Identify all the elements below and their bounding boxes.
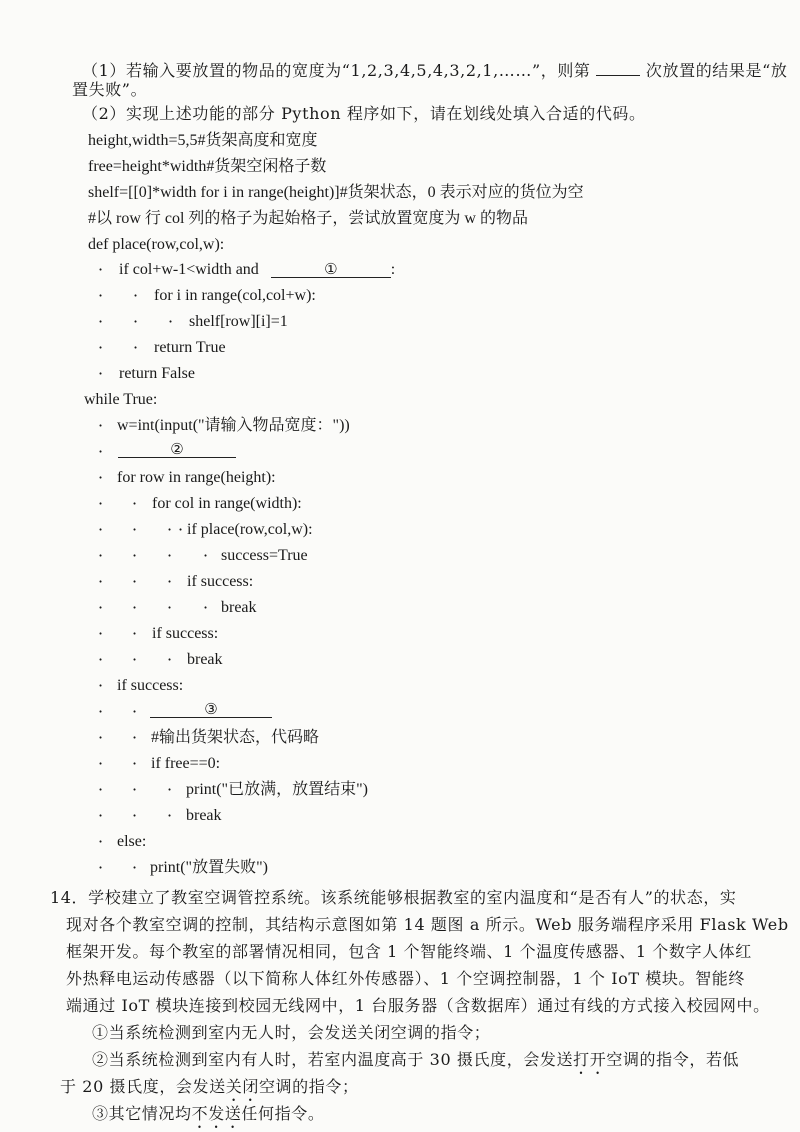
requirement-2-cont-text-a: 于 20 摄氏度，会发送 <box>60 1077 226 1096</box>
question-14-line-3: 框架开发。每个教室的部署情况相同，包含 1 个智能终端、1 个温度传感器、1 个数字人体红 <box>66 942 752 961</box>
requirement-2-text-b: 空调的指令，若低 <box>606 1050 740 1069</box>
indent-dot: · <box>98 572 104 591</box>
code-line-9: return True <box>154 339 226 356</box>
question-14-line-2: 现对各个教室空调的控制，其结构示意图如第 14 题图 a 所示。Web 服务端程序采用 Flask Web <box>66 915 789 934</box>
requirement-2 <box>92 1049 739 1078</box>
indent-dot: · <box>98 442 104 461</box>
indent-dot: · <box>98 416 104 435</box>
indent-dot: · <box>132 494 138 513</box>
code-line-23 <box>150 699 272 721</box>
code-line-3: shelf=[[0]*width for i in range(height)]#货架状态，0 表示对应的货位为空 <box>88 184 584 201</box>
code-line-18: if success: <box>187 573 254 590</box>
indent-dot: · <box>132 728 138 747</box>
code-line-26: print("已放满，放置结束") <box>186 781 368 798</box>
code-line-2: free=height*width#货架空闲格子数 <box>88 158 327 175</box>
code-line-6-text: if col+w-1<width and <box>119 261 259 278</box>
indent-dot: · <box>132 624 138 643</box>
indent-dot: · <box>132 702 138 721</box>
indent-dot: · <box>98 312 104 331</box>
blank-3-marker: ③ <box>204 700 218 718</box>
requirement-2-text-a: ②当系统检测到室内有人时，若室内温度高于 30 摄氏度，会发送 <box>92 1050 574 1069</box>
code-line-20: if success: <box>152 625 219 642</box>
indent-dot: · <box>132 806 138 825</box>
question-1-line-1 <box>82 57 788 82</box>
indent-dot: · <box>98 598 104 617</box>
indent-dot: · <box>167 546 173 565</box>
indent-dot: · <box>98 624 104 643</box>
code-line-22: if success: <box>117 677 184 694</box>
requirement-3 <box>92 1103 324 1132</box>
code-line-15: for col in range(width): <box>152 495 302 512</box>
indent-dot: · <box>168 312 174 331</box>
code-line-12: w=int(input("请输入物品宽度：")) <box>117 417 350 434</box>
code-line-8: shelf[row][i]=1 <box>189 313 288 330</box>
blank-1-marker: ① <box>324 260 338 278</box>
indent-dot: · <box>178 520 184 539</box>
indent-dot: · <box>133 286 139 305</box>
question-14-line-4: 外热释电运动传感器（以下简称人体红外传感器）、1 个空调控制器，1 个 IoT 模块。智能终 <box>66 969 745 988</box>
indent-dot: · <box>132 858 138 877</box>
question-2-intro: （2）实现上述功能的部分 Python 程序如下，请在划线处填入合适的代码。 <box>82 104 646 123</box>
code-line-14: for row in range(height): <box>117 469 276 486</box>
code-line-6-colon: : <box>390 261 396 278</box>
indent-dot: · <box>98 338 104 357</box>
code-line-4: #以 row 行 col 列的格子为起始格子，尝试放置宽度为 w 的物品 <box>88 210 528 227</box>
code-line-16: if place(row,col,w): <box>187 521 313 538</box>
indent-dot: · <box>133 338 139 357</box>
indent-dot: · <box>98 780 104 799</box>
indent-dot: · <box>98 754 104 773</box>
code-line-11: while True: <box>84 391 158 408</box>
answer-blank-attempt-number[interactable] <box>596 57 640 76</box>
code-line-27: break <box>186 807 222 824</box>
requirement-3-text-a: ③其它情况均 <box>92 1104 192 1123</box>
question-1-line-2: 置失败”。 <box>72 80 148 99</box>
emphasis-close: 关闭 <box>225 1077 259 1096</box>
code-line-21: break <box>187 651 223 668</box>
blank-2-marker: ② <box>170 440 184 458</box>
indent-dot: · <box>167 520 173 539</box>
indent-dot: · <box>98 702 104 721</box>
indent-dot: · <box>203 598 209 617</box>
code-line-5: def place(row,col,w): <box>88 236 225 253</box>
indent-dot: · <box>98 260 104 279</box>
code-line-24: #输出货架状态，代码略 <box>151 729 320 746</box>
code-line-17: success=True <box>221 547 308 564</box>
indent-dot: · <box>167 572 173 591</box>
indent-dot: · <box>167 598 173 617</box>
indent-dot: · <box>167 780 173 799</box>
indent-dot: · <box>132 598 138 617</box>
indent-dot: · <box>98 494 104 513</box>
indent-dot: · <box>98 364 104 383</box>
indent-dot: · <box>132 572 138 591</box>
code-line-6 <box>119 259 395 281</box>
answer-blank-1[interactable] <box>271 259 391 278</box>
code-line-29: print("放置失败") <box>150 859 268 876</box>
indent-dot: · <box>98 728 104 747</box>
indent-dot: · <box>132 650 138 669</box>
code-line-10: return False <box>119 365 195 382</box>
code-line-13 <box>118 439 236 461</box>
code-line-19: break <box>221 599 257 616</box>
requirement-1: ①当系统检测到室内无人时，会发送关闭空调的指令； <box>92 1023 491 1042</box>
indent-dot: · <box>98 520 104 539</box>
code-line-28: else: <box>117 833 147 850</box>
indent-dot: · <box>167 806 173 825</box>
indent-dot: · <box>167 650 173 669</box>
code-line-1: height,width=5,5#货架高度和宽度 <box>88 132 318 149</box>
indent-dot: · <box>98 858 104 877</box>
requirement-2-cont <box>60 1076 359 1105</box>
indent-dot: · <box>98 832 104 851</box>
indent-dot: · <box>98 286 104 305</box>
question-14-line-5: 端通过 IoT 模块连接到校园无线网中，1 台服务器（含数据库）通过有线的方式接入校园网中。 <box>66 996 770 1015</box>
indent-dot: · <box>98 676 104 695</box>
question-1-text-a: （1）若输入要放置的物品的宽度为“1,2,3,4,5,4,3,2,1,……”，则第 <box>82 61 591 80</box>
requirement-3-text-b: 任何指令。 <box>241 1104 325 1123</box>
indent-dot: · <box>132 546 138 565</box>
answer-blank-2[interactable] <box>118 439 236 458</box>
requirement-2-cont-text-b: 空调的指令； <box>258 1077 359 1096</box>
indent-dot: · <box>132 520 138 539</box>
emphasis-no-send: 不发送 <box>191 1104 242 1123</box>
indent-dot: · <box>98 468 104 487</box>
emphasis-open: 打开 <box>573 1050 607 1069</box>
indent-dot: · <box>98 546 104 565</box>
indent-dot: · <box>133 312 139 331</box>
indent-dot: · <box>132 754 138 773</box>
indent-dot: · <box>98 806 104 825</box>
indent-dot: · <box>98 650 104 669</box>
indent-dot: · <box>203 546 209 565</box>
answer-blank-3[interactable] <box>150 699 272 718</box>
indent-dot: · <box>132 780 138 799</box>
question-1-text-b: 次放置的结果是“放 <box>645 61 788 80</box>
question-14-line-1: 14．学校建立了教室空调管控系统。该系统能够根据教室的室内温度和“是否有人”的状态，实 <box>50 888 737 907</box>
code-line-25: if free==0: <box>151 755 221 772</box>
code-line-7: for i in range(col,col+w): <box>154 287 316 304</box>
